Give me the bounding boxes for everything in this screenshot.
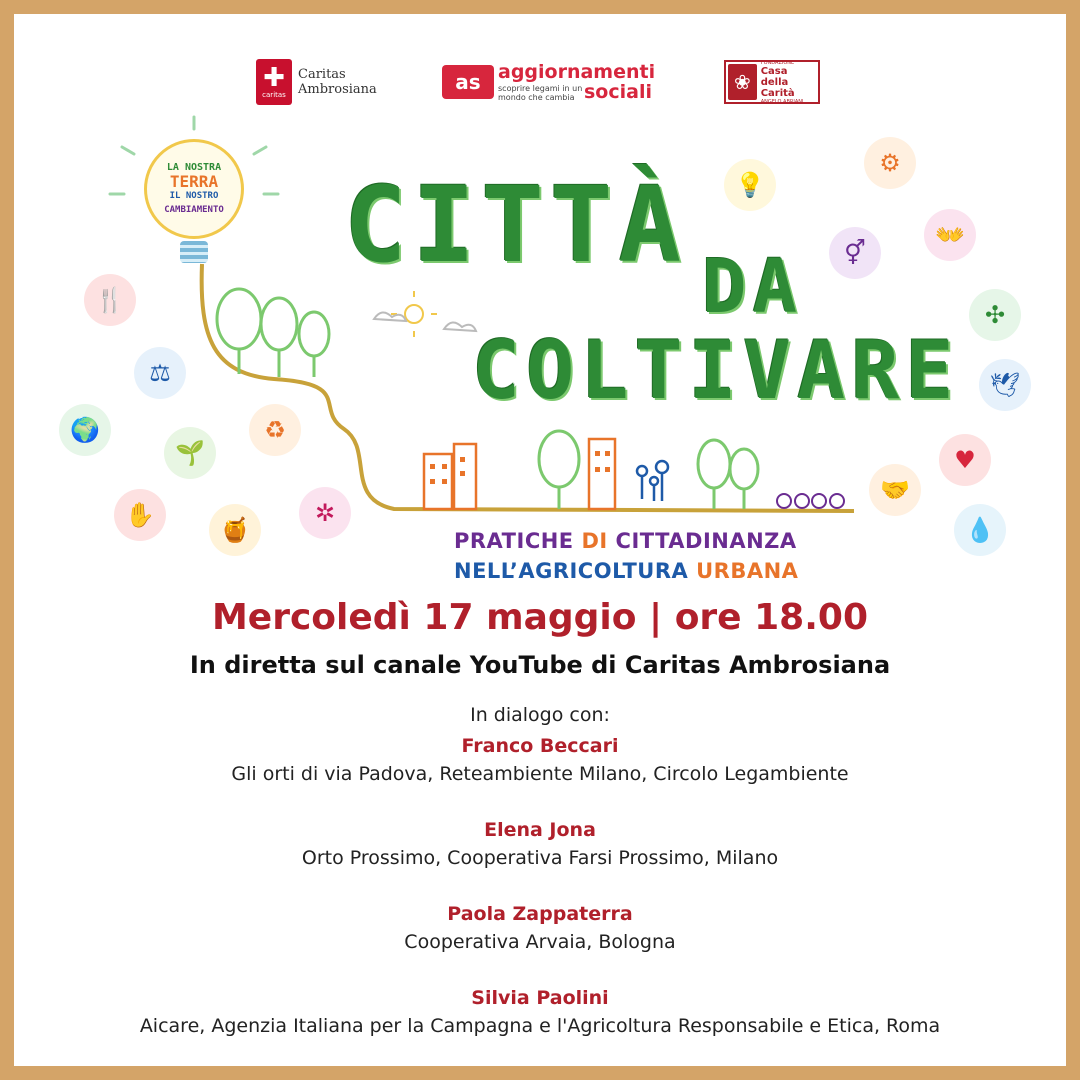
aggiornamenti-sociali-logo	[442, 54, 655, 110]
aggiornamenti-title: aggiornamenti	[498, 61, 656, 83]
honey-jar-icon: 🍯	[209, 504, 261, 556]
speaker-item	[14, 984, 1066, 1040]
hand-plant-icon: 🌱	[164, 427, 216, 479]
people-icon: 👐	[924, 209, 976, 261]
hands-heart-icon: ♥	[939, 434, 991, 486]
subtitle: PRATICHE DI CITTADINANZA NELL’AGRICOLTURA URBANA	[454, 529, 799, 583]
speaker-item	[14, 732, 1066, 788]
speaker-org: Aicare, Agenzia Italiana per la Campagna e l'Agricoltura Responsabile e Etica, Roma	[139, 1015, 941, 1037]
poster-frame	[14, 14, 1066, 1066]
justice-scales-icon: ⚖	[134, 347, 186, 399]
event-live-info: In diretta sul canale YouTube di Caritas Ambrosiana	[189, 651, 891, 679]
lightbulb-small-icon: 💡	[724, 159, 776, 211]
casa-line2: Carità	[760, 87, 795, 99]
dove-icon: 🕊	[979, 359, 1031, 411]
logos-bar	[14, 54, 1066, 114]
community-icon: ⚙	[864, 137, 916, 189]
network-icon: ✲	[299, 487, 351, 539]
speaker-name: Paola Zappaterra	[447, 903, 633, 925]
lightbulb-icon: LA NOSTRA TERRA IL NOSTRO CAMBIAMENTO	[144, 139, 244, 239]
speaker-org: Orto Prossimo, Cooperativa Farsi Prossimo, Milano	[301, 847, 779, 869]
as-logo-icon: as	[442, 65, 494, 99]
speaker-name: Silvia Paolini	[471, 987, 609, 1009]
title-line-3: COLTIVARE	[472, 324, 960, 417]
speaker-item	[14, 900, 1066, 956]
banner-artwork	[14, 109, 1066, 609]
recycle-icon: ♻	[249, 404, 301, 456]
casa-emblem-icon: ❀	[728, 64, 757, 100]
caritas-name: Caritas	[298, 67, 346, 82]
hands-icon: ✋	[114, 489, 166, 541]
event-date: Mercoledì 17 maggio | ore 18.00	[211, 597, 869, 638]
title-line-2: DA	[702, 244, 804, 330]
dialog-intro: In dialogo con:	[470, 704, 610, 726]
speaker-org: Gli orti di via Padova, Reteambiente Milano, Circolo Legambiente	[231, 763, 849, 785]
aggiornamenti-tagline: scoprire legami in un mondo che cambia	[498, 84, 583, 102]
speaker-item	[14, 816, 1066, 872]
wind-turbine-icon: ✣	[969, 289, 1021, 341]
caritas-city: Ambrosiana	[298, 82, 377, 97]
casa-della-carita-logo: ❀ FONDAZIONE Casa della Carità ANGELO ABRIANI	[724, 54, 820, 110]
aggiornamenti-sociali: sociali	[584, 81, 652, 103]
speaker-name: Elena Jona	[484, 819, 596, 841]
speaker-name: Franco Beccari	[461, 735, 619, 757]
speakers-list	[14, 732, 1066, 1066]
handshake-icon: 🤝	[869, 464, 921, 516]
caritas-cross-icon: ✚ caritas	[256, 59, 292, 105]
cutlery-icon: 🍴	[84, 274, 136, 326]
title-line-1: CITTÀ	[344, 164, 688, 286]
caritas-logo	[256, 54, 377, 110]
speaker-org: Cooperativa Arvaia, Bologna	[404, 931, 676, 953]
casa-line1: Casa della	[760, 65, 789, 88]
gender-icon: ⚥	[829, 227, 881, 279]
bulb-base-icon	[180, 241, 208, 263]
thermometer-globe-icon: 🌍	[59, 404, 111, 456]
water-drop-icon: 💧	[954, 504, 1006, 556]
